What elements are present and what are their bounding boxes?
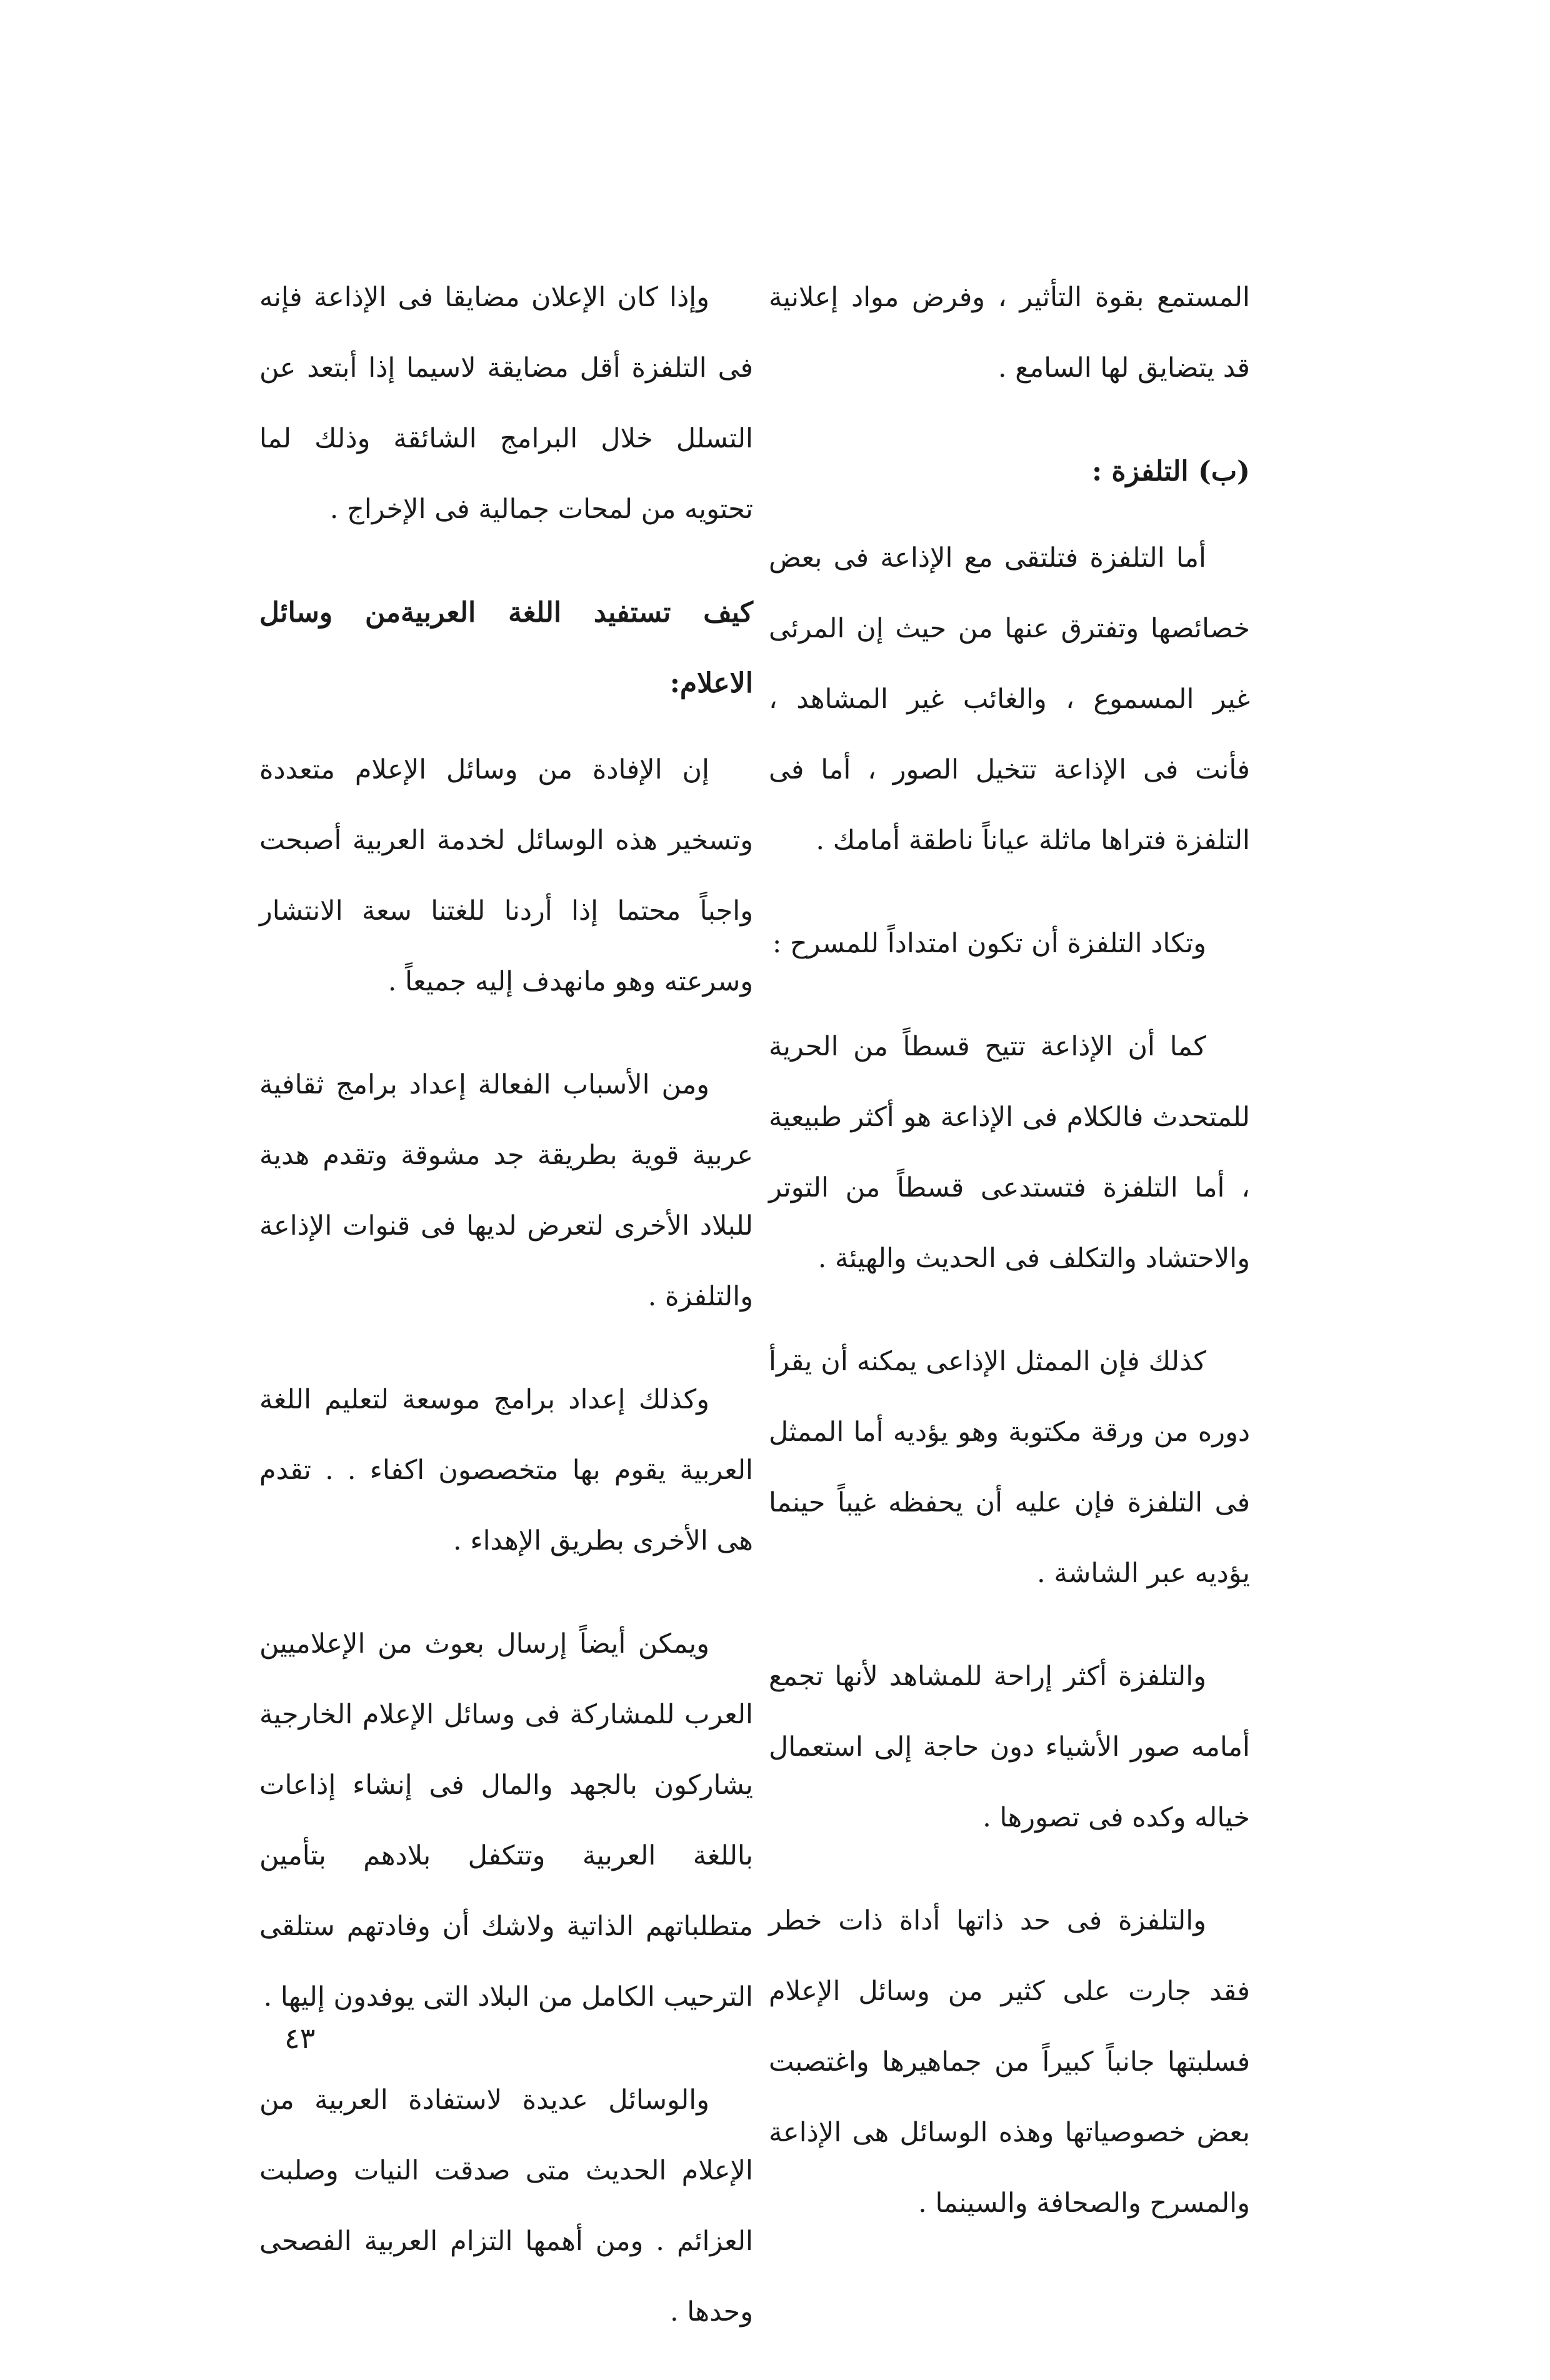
page-number: ٤٣ [284,2021,316,2055]
paragraph: إن الإفادة من وسائل الإعلام متعددة وتسخير هذه الوسائل لخدمة العربية أصبحت واجباً محتما إذا أردنا للغتنا سعة الانتشار وسرعته وهو مانهدف إليه جميعاً . [259,754,753,997]
paragraph: والوسائل عديدة لاستفادة العربية من الإعلام الحديث متى صدقت النيات وصلبت العزائم . ومن أهمها التزام العربية الفصحى وحدها . [259,2084,753,2328]
paragraph: وكذلك إعداد برامج موسعة لتعليم اللغة العربية يقوم بها متخصصون اكفاء . . تقدم هى الأخرى بطريق الإهداء . [259,1384,753,1556]
paragraph: والتلفزة فى حد ذاتها أداة ذات خطر فقد جارت على كثير من وسائل الإعلام فسلبتها جانباً كبيراً من جماهيرها واغتصبت بعض خصوصياتها وهذه الوسائل هى الإذاعة والمسرح والصحافة والسينما . [769,1905,1250,2219]
right-column [769,262,1250,2271]
paragraph: كذلك فإن الممثل الإذاعى يمكنه أن يقرأ دوره من ورقة مكتوبة وهو يؤديه أما الممثل فى التلفزة فإن عليه أن يحفظه غيباً حينما يؤديه عبر الشاشة . [769,1346,1250,1589]
paragraph: أما التلفزة فتلتقى مع الإذاعة فى بعض خصائصها وتفترق عنها من حيث إن المرئى غير المسموع ، والغائب غير المشاهد ، فأنت فى الإذاعة تتخيل الصور ، أما فى التلفزة فتراها ماثلة عياناً ناطقة أمامك . [769,542,1250,856]
paragraph: ومن الأسباب الفعالة إعداد برامج ثقافية عربية قوية بطريقة جد مشوقة وتقدم هدية للبلاد الأخرى لتعرض لديها فى قنوات الإذاعة والتلفزة . [259,1069,753,1312]
paragraph: والتلفزة أكثر إراحة للمشاهد لأنها تجمع أمامه صور الأشياء دون حاجة إلى استعمال خياله وكده فى تصورها . [769,1661,1250,1833]
left-column [259,262,753,2380]
paragraph: وإذا كان الإعلان مضايقا فى الإذاعة فإنه فى التلفزة أقل مضايقة لاسيما إذا أبتعد عن التسلل خلال البرامج الشائقة وذلك لما تحتويه من لمحات جمالية فى الإخراج . [259,282,753,525]
paragraph: وتكاد التلفزة أن تكون امتداداً للمسرح : [772,928,1206,959]
paragraph: ويمكن أيضاً إرسال بعوث من الإعلاميين العرب للمشاركة فى وسائل الإعلام الخارجية يشاركون بالجهد والمال فى إنشاء إذاعات باللغة العربية وتتكفل بلادهم بتأمين متطلباتهم الذاتية ولاشك أن وفادتهم ستلقى الترحيب الكامل من البلاد التى يوفدون إليها . [259,1628,753,2013]
paragraph: كما أن الإذاعة تتيح قسطاً من الحرية للمتحدث فالكلام فى الإذاعة هو أكثر طبيعية ، أما التلفزة فتستدعى قسطاً من التوتر والاحتشاد والتكلف فى الحديث والهيئة . [769,1031,1250,1274]
paragraph: المستمع بقوة التأثير ، وفرض مواد إعلانية قد يتضايق لها السامع . [769,282,1250,384]
section-heading-arabic-media: كيف تستفيد اللغة العربيةمن وسائل الاعلام: [259,597,753,699]
section-heading-television: (ب) التلفزة : [1092,456,1250,487]
